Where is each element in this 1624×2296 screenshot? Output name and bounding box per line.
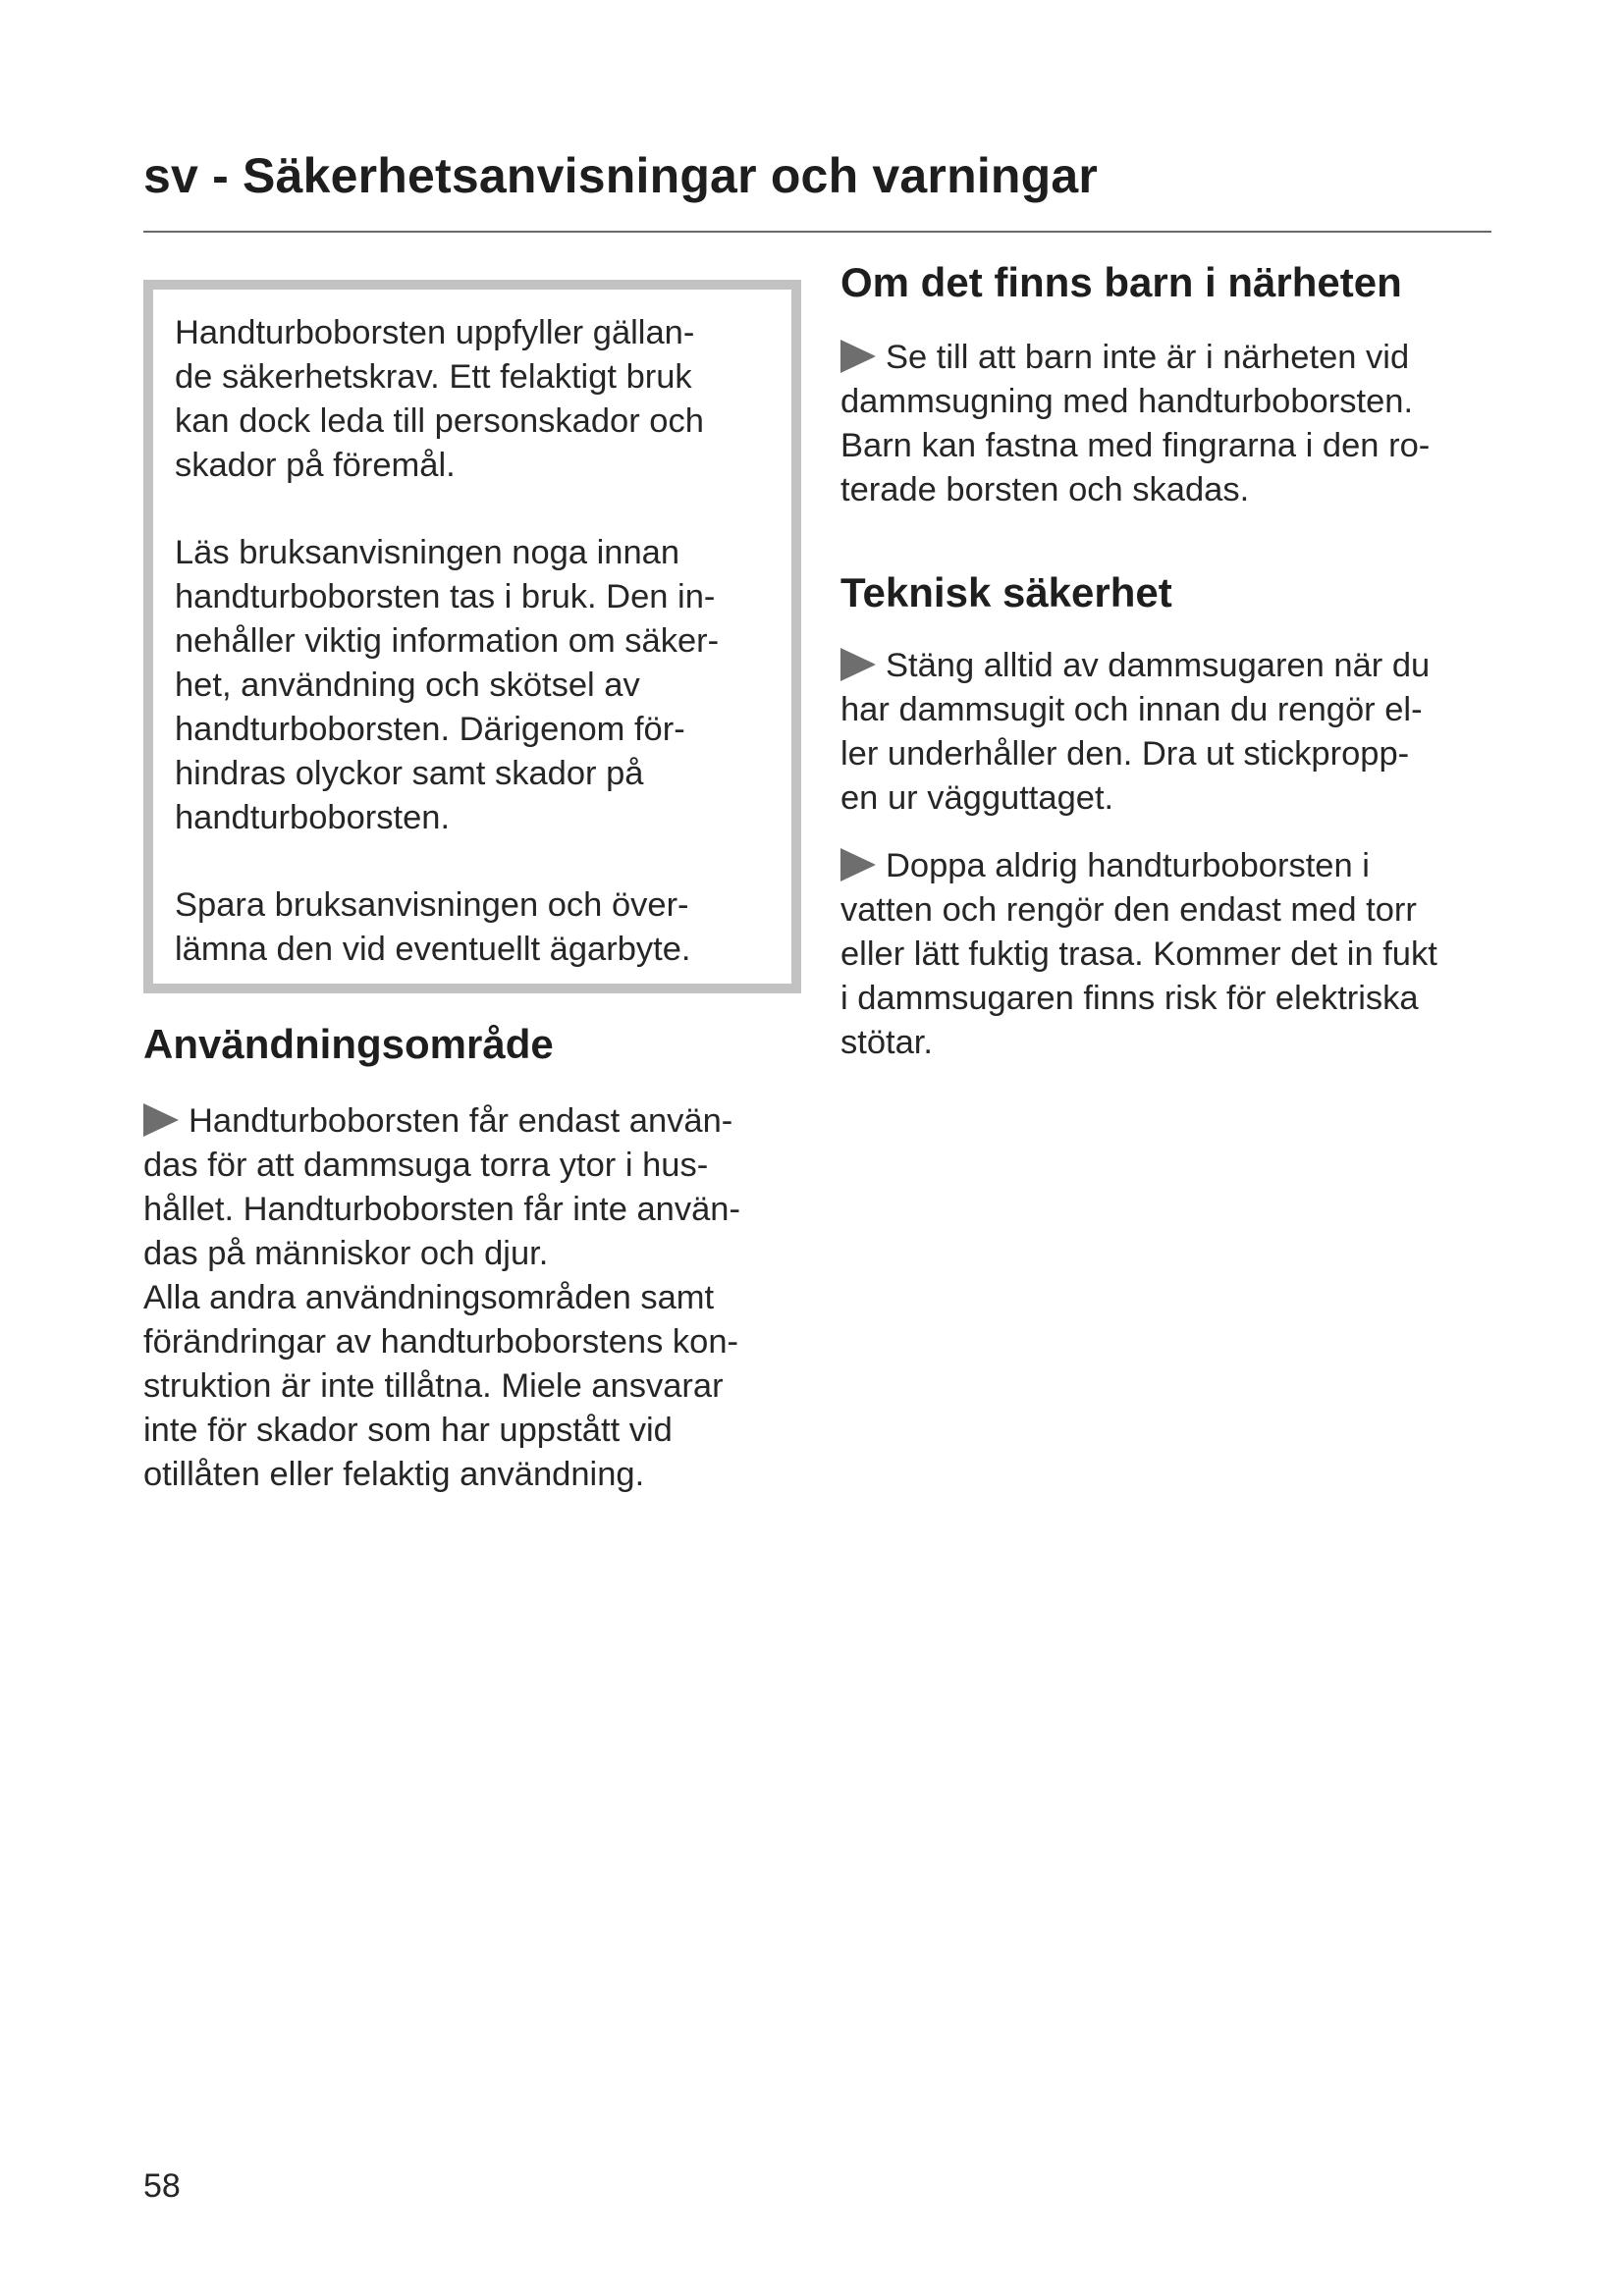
- safety-notice-box: [143, 280, 801, 993]
- usage-bullet-text: Handturboborsten får endast använ- das för att dammsuga torra ytor i hus- hållet. Handturboborsten får inte använ- das på människor och djur. Alla andra användningsområden samt förändringar av handturboborstens kon- struktion är inte tillåtna. Miele ansvarar inte för skador som har uppstått vid otillåten eller felaktig användning.: [143, 1102, 740, 1493]
- triangle-right-icon: [143, 1103, 179, 1137]
- left-column: [143, 280, 799, 1497]
- technical-bullet-2-text: Doppa aldrig handturboborsten i vatten och rengör den endast med torr eller lätt fuktig trasa. Kommer det in fukt i dammsugaren finns risk för elektriska stötar.: [840, 847, 1437, 1061]
- technical-heading: Teknisk säkerhet: [840, 569, 1172, 615]
- right-column: [840, 257, 1496, 1065]
- page-number: 58: [143, 2167, 181, 2205]
- notice-paragraph-3: Spara bruksanvisningen och över- lämna den vid eventuellt ägarbyte.: [175, 886, 691, 968]
- usage-bullet: [143, 1099, 799, 1497]
- triangle-right-icon: [840, 648, 876, 681]
- usage-heading: Användningsområde: [143, 1021, 554, 1067]
- triangle-right-icon: [840, 848, 876, 881]
- children-bullet: [840, 336, 1496, 512]
- notice-paragraph-1: Handturboborsten uppfyller gällan- de säkerhetskrav. Ett felaktigt bruk kan dock leda till personskador och skador på föremål.: [175, 314, 704, 484]
- technical-bullet-1: [840, 644, 1496, 821]
- page-title: sv - Säkerhetsanvisningar och varningar: [143, 148, 1099, 203]
- technical-bullet-2: [840, 844, 1496, 1065]
- technical-bullet-1-text: Stäng alltid av dammsugaren när du har dammsugit och innan du rengör el- ler underhåller den. Dra ut stickpropp- en ur vägguttaget.: [840, 647, 1431, 817]
- notice-paragraph-2: Läs bruksanvisningen noga innan handturboborsten tas i bruk. Den in- nehåller viktig information om säker- het, användning och skötsel av handturboborsten. Därigenom för- hindras olyckor samt skador på handturboborsten.: [175, 534, 720, 836]
- title-divider: [143, 231, 1491, 233]
- children-heading: Om det finns barn i närheten: [840, 259, 1402, 305]
- triangle-right-icon: [840, 340, 876, 373]
- children-bullet-text: Se till att barn inte är i närheten vid dammsugning med handturboborsten. Barn kan fastna med fingrarna i den ro- terade borsten och skadas.: [840, 339, 1431, 508]
